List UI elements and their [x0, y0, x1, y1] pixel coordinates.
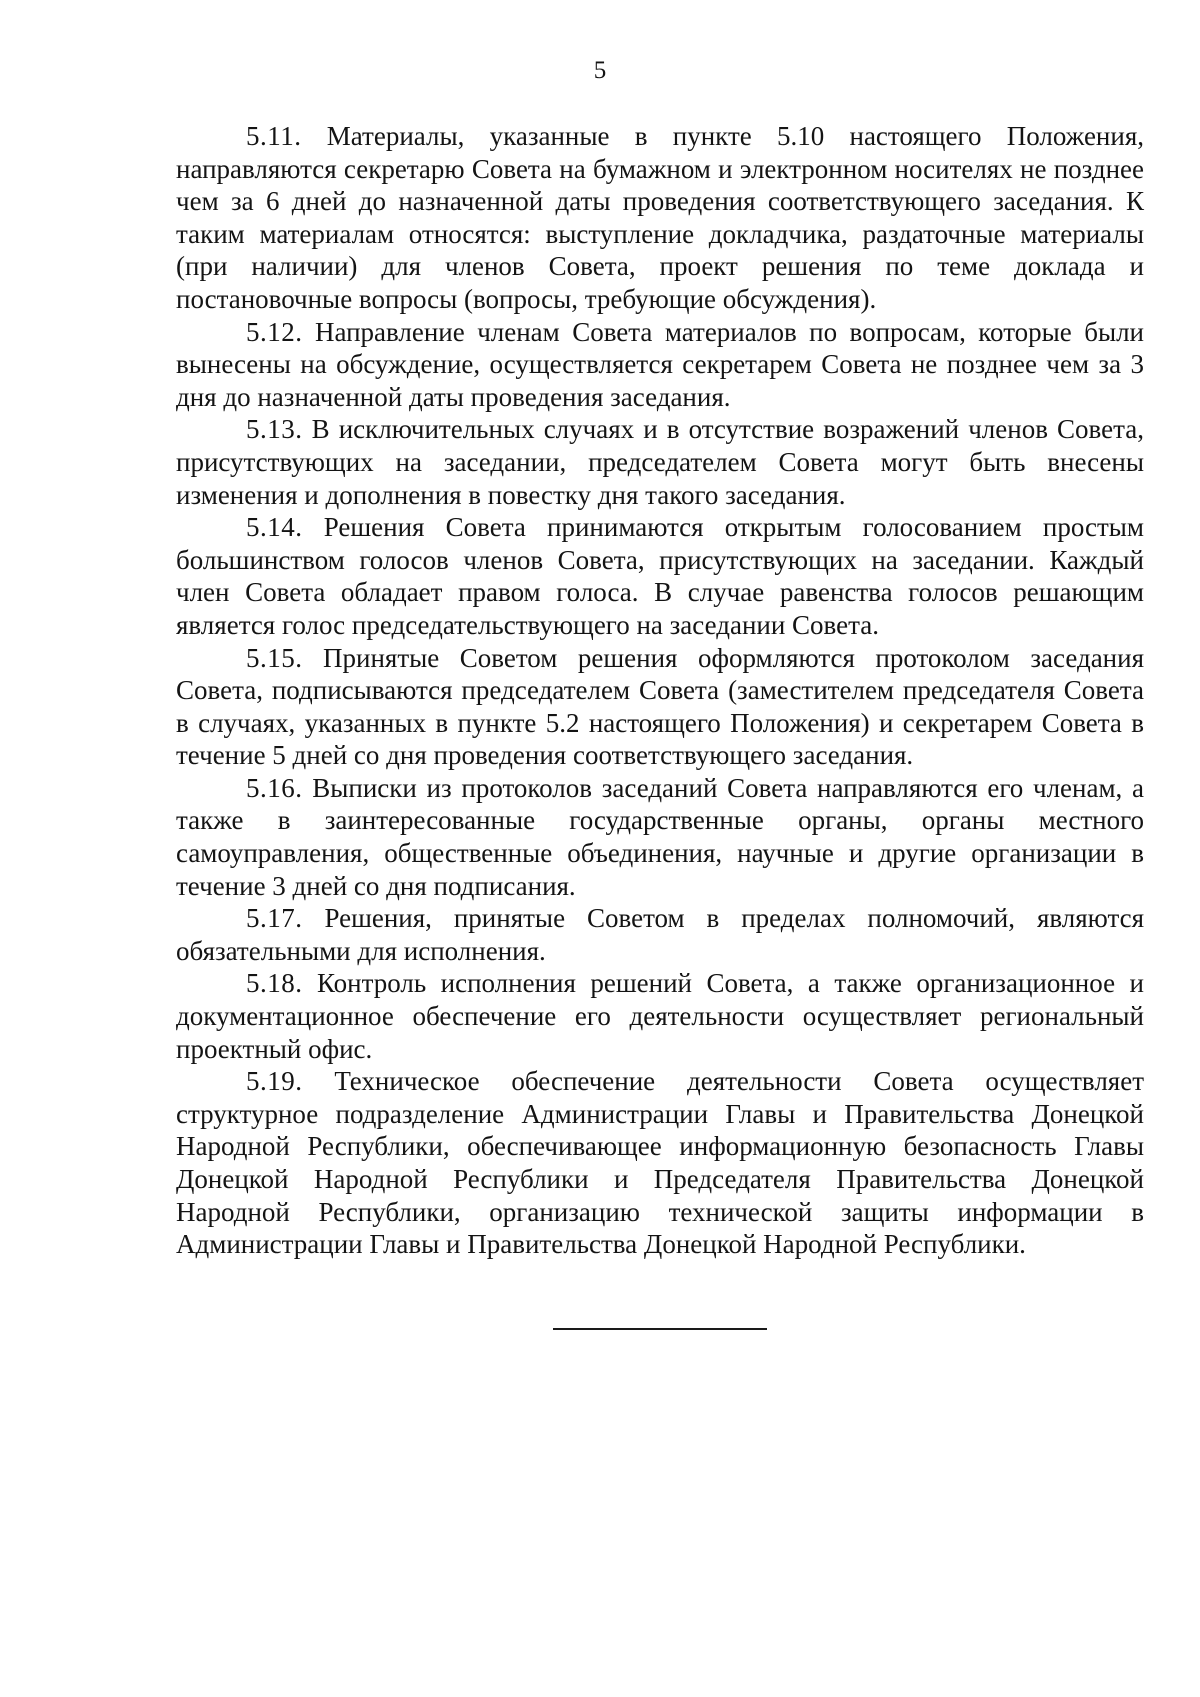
paragraph-5-16: [176, 772, 1144, 902]
paragraph-text: Направление членам Совета материалов по вопросам, которые были вынесены на обсуждение, осуществляется секретарем Совета не позднее чем за 3 дня до назначенной даты проведения заседания.: [176, 316, 1145, 412]
page-number: 5: [593, 57, 607, 84]
paragraph-number: 5.13.: [246, 414, 303, 445]
paragraph-5-14: [176, 511, 1144, 641]
paragraph-number: 5.11.: [246, 121, 302, 151]
paragraph-number: 5.16.: [246, 772, 303, 803]
paragraph-text: Контроль исполнения решений Совета, а также организационное и документационное обеспечение его деятельности осуществляет региональный проектный офис.: [176, 968, 1144, 1064]
paragraph-text: Решения Совета принимаются открытым голосованием простым большинством голосов членов Совета, присутствующих на заседании. Каждый член Совета обладает правом голоса. В случае равенства голосов решающим является голос председательствующего на заседании Совета.: [176, 512, 1145, 640]
paragraph-text: Принятые Советом решения оформляются протоколом заседания Совета, подписываются председателем Совета (заместителем председателя Совета в случаях, указанных в пункте 5.2 настоящего Положения) и секретарем Совета в течение 5 дней со дня проведения соответствующего заседания.: [176, 642, 1144, 771]
paragraph-5-13: [176, 413, 1144, 511]
paragraph-5-12: [176, 316, 1144, 414]
paragraph-text: Решения, принятые Советом в пределах полномочий, являются обязательными для исполнения.: [176, 903, 1144, 966]
paragraph-5-15: [176, 642, 1144, 772]
paragraph-number: 5.14.: [246, 512, 303, 543]
paragraph-5-18: [176, 967, 1144, 1065]
paragraph-5-19: [176, 1065, 1144, 1261]
paragraph-text: В исключительных случаях и в отсутствие возражений членов Совета, присутствующих на заседании, председателем Совета могут быть внесены изменения и дополнения в повестку дня такого заседания.: [176, 414, 1144, 510]
paragraph-number: 5.17.: [246, 903, 303, 934]
closing-divider-line: [553, 1328, 767, 1330]
paragraph-number: 5.18.: [246, 968, 303, 999]
paragraph-number: 5.15.: [246, 642, 303, 673]
paragraph-text: Материалы, указанные в пункте 5.10 настоящего Положения, направляются секретарю Совета на бумажном и электронном носителях не позднее чем за 6 дней до назначенной даты проведения соответствующего заседания. К таким материалам относятся: выступление докладчика, раздаточные материалы (при наличии) для членов Совета, проект решения по теме доклада и постановочные вопросы (вопросы, требующие обсуждения).: [176, 121, 1144, 314]
paragraph-5-11: [176, 120, 1144, 316]
document-body: [176, 120, 1144, 1261]
paragraph-text: Техническое обеспечение деятельности Совета осуществляет структурное подразделение Администрации Главы и Правительства Донецкой Народной Республики, обеспечивающее информационную безопасность Главы Донецкой Народной Республики и Председателя Правительства Донецкой Народной Республики, организацию технической защиты информации в Администрации Главы и Правительства Донецкой Народной Республики.: [176, 1066, 1144, 1260]
paragraph-number: 5.12.: [246, 316, 303, 347]
paragraph-number: 5.19.: [246, 1066, 303, 1097]
paragraph-text: Выписки из протоколов заседаний Совета направляются его членам, а также в заинтересованные государственные органы, органы местного самоуправления, общественные объединения, научные и другие организации в течение 3 дней со дня подписания.: [176, 772, 1144, 901]
paragraph-5-17: [176, 902, 1144, 967]
